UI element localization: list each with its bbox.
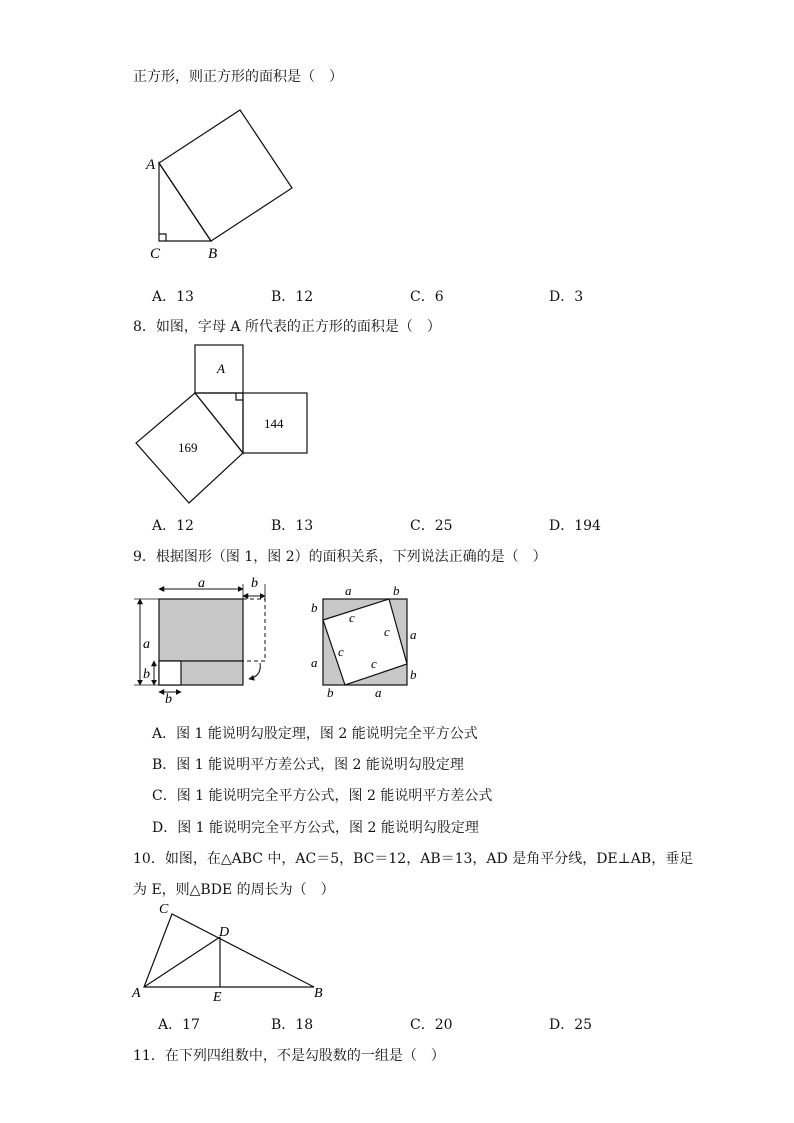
- q9-fig2-label-a-top: a: [345, 583, 352, 598]
- q8-label-a: A: [217, 361, 225, 376]
- q9-fig1-label-a-top: a: [198, 576, 205, 591]
- q9-option-c: C．图 1 能说明完全平方公式，图 2 能说明平方差公式: [152, 788, 493, 804]
- q9-fig2-label-a-right: a: [410, 627, 417, 642]
- q9-fig2-label-a-left: a: [311, 655, 318, 670]
- q10-label-b: B: [314, 986, 323, 1001]
- q7-option-d: D．3: [549, 289, 584, 305]
- q8-label-169: 169: [178, 440, 198, 455]
- q10-stem-line-2: 为 E，则△BDE 的周长为（ ）: [133, 882, 335, 898]
- q9-option-b: B．图 1 能说明平方差公式，图 2 能说明勾股定理: [152, 757, 464, 773]
- q9-fig2-label-b-right-bottom: b: [410, 667, 417, 682]
- q9-fig1-big-square: [159, 599, 243, 661]
- q9-fig2-label-c-right: c: [384, 624, 390, 639]
- q10-option-a: A．17: [158, 1017, 200, 1033]
- q7-right-angle-mark: [159, 234, 166, 241]
- q7-figure: [130, 100, 310, 270]
- q9-fig2-label-c-bottom: c: [371, 656, 377, 671]
- q7-option-c: C．6: [410, 289, 444, 305]
- q9-fig1-label-b-top: b: [251, 576, 258, 591]
- q10-label-d: D: [219, 925, 230, 940]
- q9-fig2-label-b-top: b: [393, 583, 400, 598]
- q9-fig1-label-a-left: a: [143, 637, 150, 652]
- q10-label-e: E: [213, 990, 222, 1005]
- q7-stem-tail: 正方形，则正方形的面积是（ ）: [133, 69, 343, 85]
- q8-option-c: C．25: [410, 518, 453, 534]
- q11-stem: 11．在下列四组数中，不是勾股数的一组是（ ）: [133, 1048, 445, 1064]
- q7-label-a: A: [146, 157, 156, 173]
- q9-option-d: D．图 1 能说明完全平方公式，图 2 能说明勾股定理: [152, 820, 479, 836]
- q10-bisector-ad: [144, 937, 220, 987]
- q7-label-c: C: [150, 246, 161, 262]
- q7-option-a: A．13: [152, 289, 194, 305]
- q10-label-a: A: [132, 986, 141, 1001]
- q9-fig1-label-b-bottom: b: [165, 692, 172, 707]
- q9-fig1-rotate-arrow: [249, 663, 260, 679]
- q9-fig1-label-b-left: b: [143, 667, 150, 682]
- q7-option-b: B．12: [271, 289, 314, 305]
- q9-fig1-small-square: [159, 661, 181, 685]
- q9-fig2-label-c-left: c: [338, 644, 344, 659]
- q8-right-triangle: [195, 393, 243, 453]
- q7-label-b: B: [208, 246, 218, 262]
- q10-label-c: C: [159, 902, 169, 917]
- q7-square: [159, 110, 292, 241]
- q9-fig2-label-b-left-top: b: [311, 600, 318, 615]
- q9-figure-1: [128, 576, 278, 706]
- q8-label-144: 144: [264, 416, 284, 431]
- q10-stem-line-1: 10．如图，在△ABC 中，AC＝5，BC＝12，AB＝13，AD 是角平分线，DE⊥AB，垂足: [133, 851, 694, 867]
- q8-option-d: D．194: [549, 518, 601, 534]
- q9-stem: 9．根据图形（图 1，图 2）的面积关系，下列说法正确的是（ ）: [133, 549, 547, 565]
- q9-fig2-label-b-bottom: b: [327, 685, 334, 700]
- q10-option-c: C．20: [410, 1017, 453, 1033]
- q8-figure: [130, 340, 320, 510]
- q10-figure: [128, 896, 338, 1008]
- q7-right-triangle: [159, 163, 211, 241]
- q9-fig2-label-a-bottom: a: [375, 685, 382, 700]
- q9-figure-2: [305, 584, 425, 702]
- q10-option-d: D．25: [549, 1017, 593, 1033]
- q9-option-a: A．图 1 能说明勾股定理，图 2 能说明完全平方公式: [152, 726, 478, 742]
- q8-right-angle-mark: [236, 393, 243, 400]
- q9-fig2-label-c-top: c: [349, 610, 355, 625]
- q8-option-a: A．12: [152, 518, 194, 534]
- q8-stem: 8．如图，字母 A 所代表的正方形的面积是（ ）: [133, 319, 441, 335]
- q10-option-b: B．18: [271, 1017, 314, 1033]
- q9-fig1-dashed-strip: [243, 599, 265, 661]
- q8-option-b: B．13: [271, 518, 314, 534]
